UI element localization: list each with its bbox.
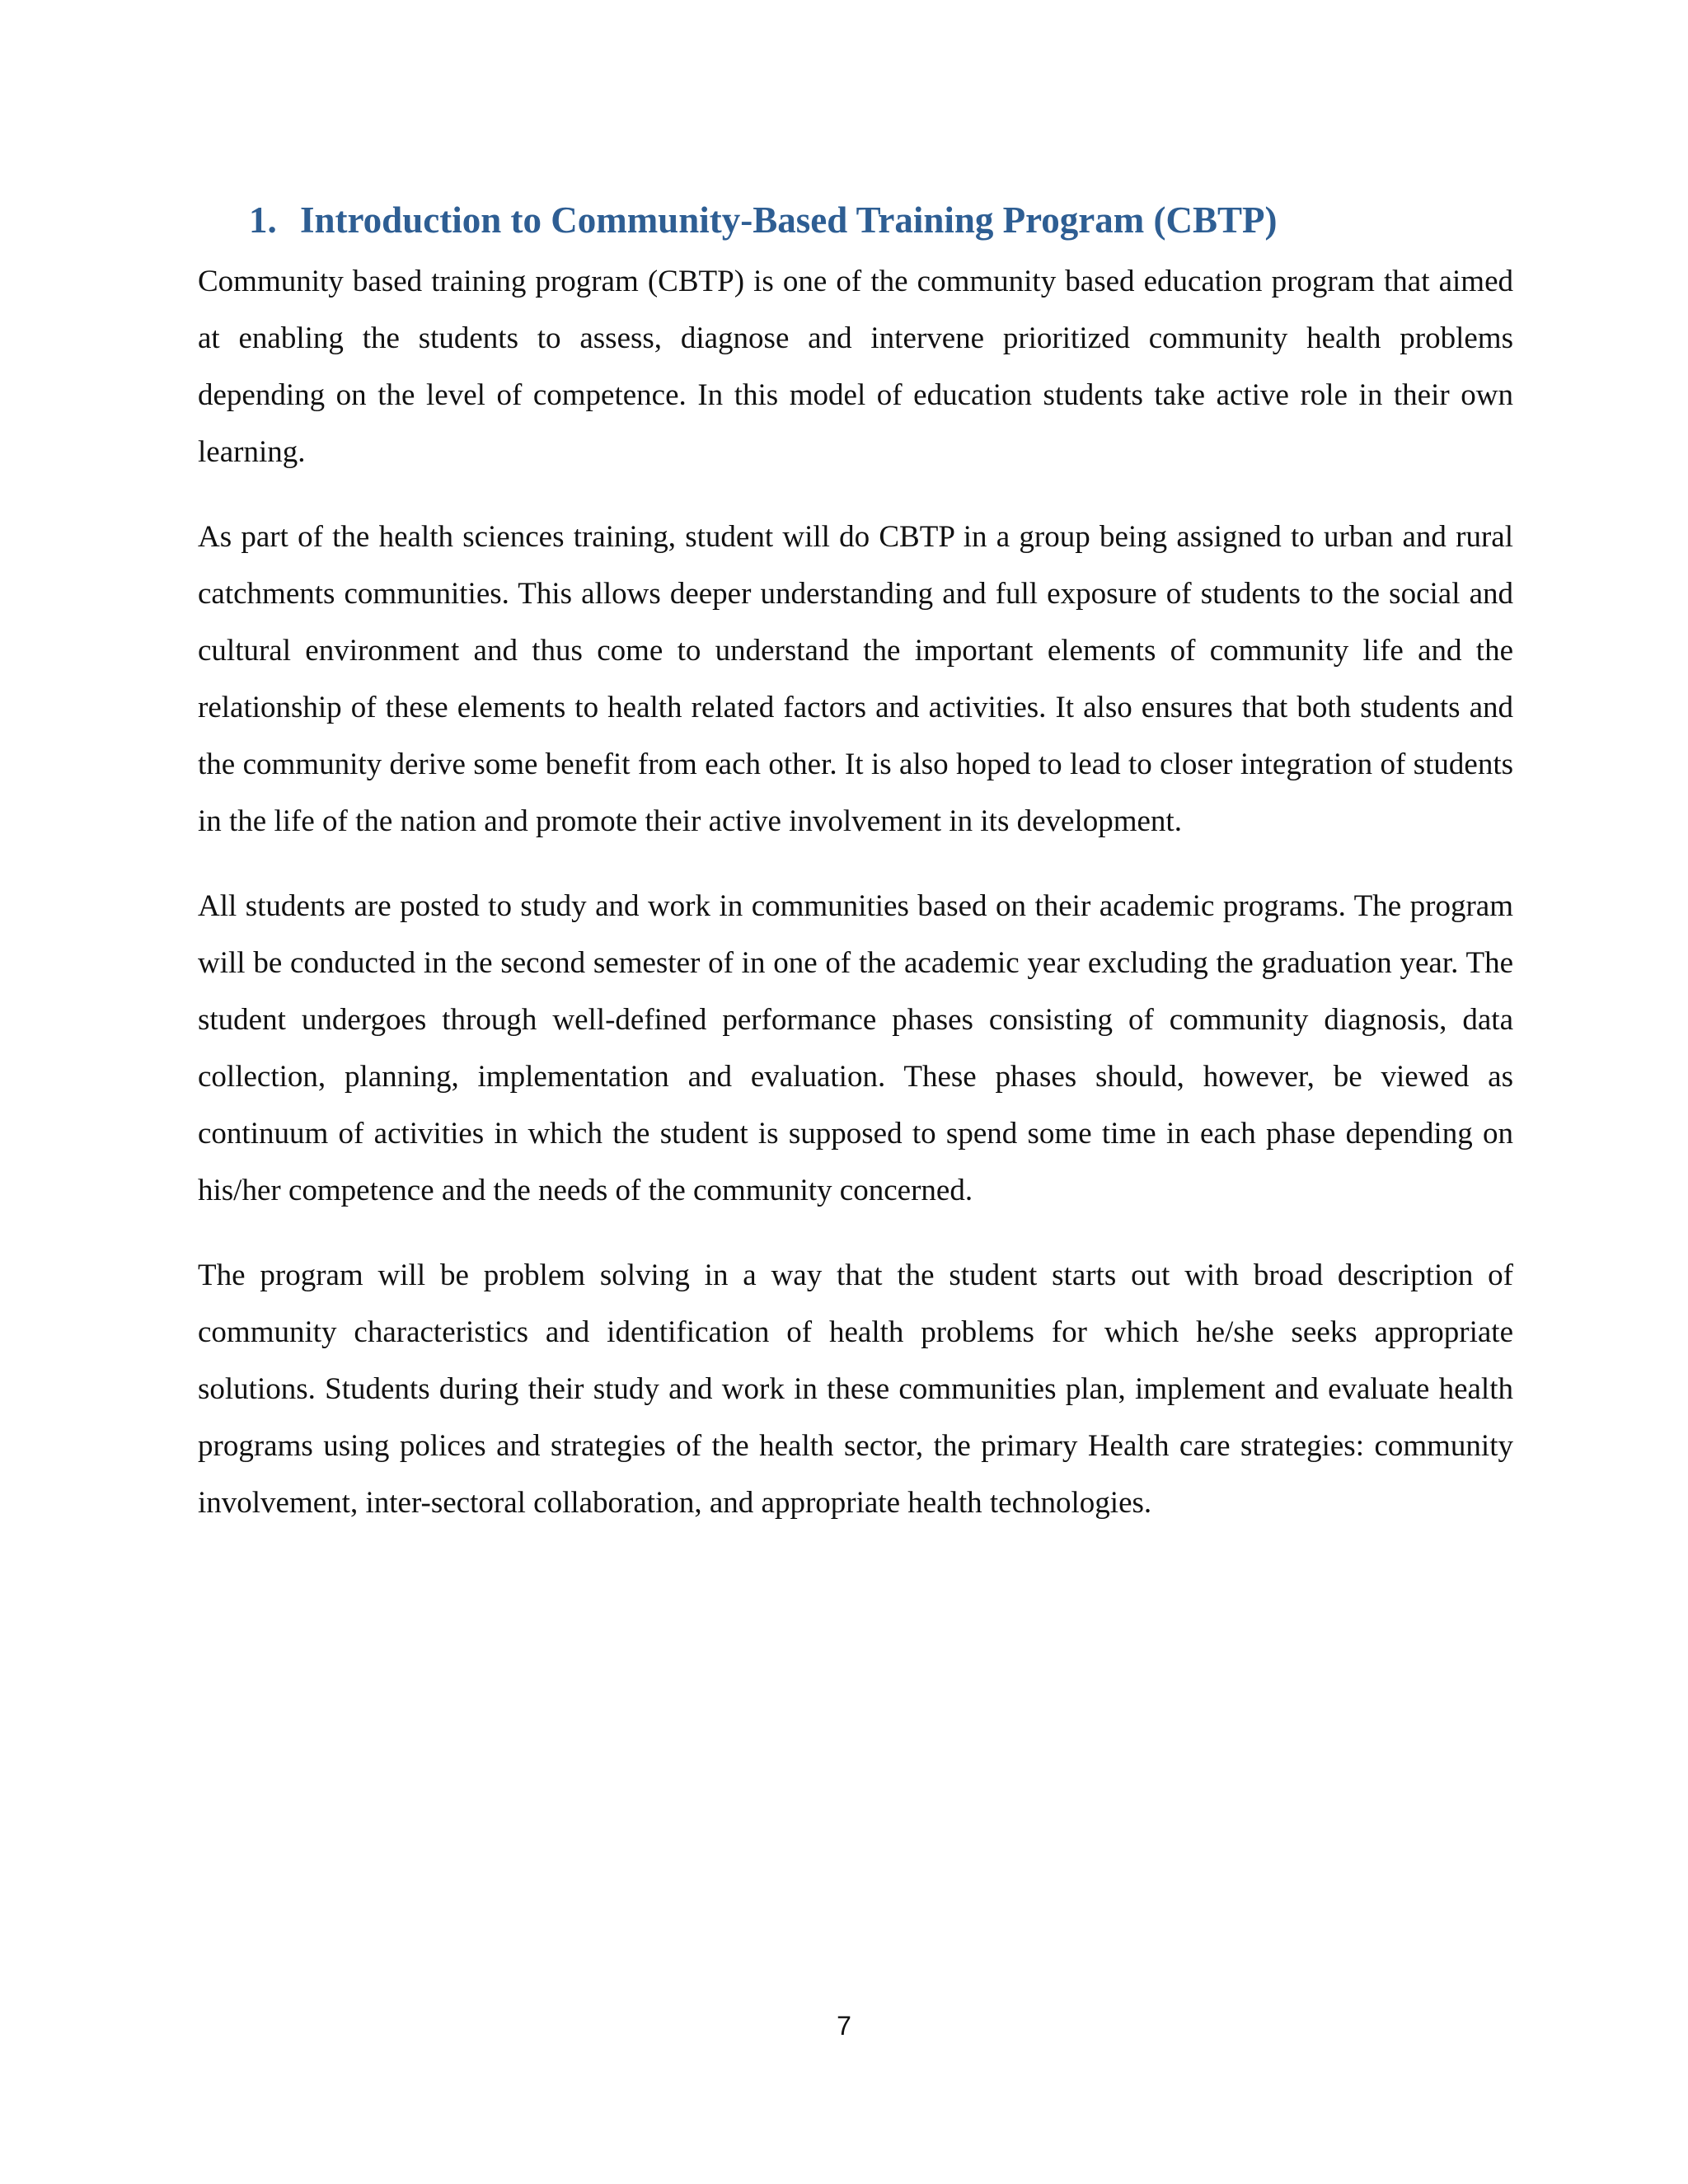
paragraph-3: All students are posted to study and work in communities based on their academic programs. The program will be conducted in the second semester of in one of the academic year excluding the graduation year. The student undergoes through well-defined performance phases consisting of community diagnosis, data collection, planning, implementation and evaluation. These phases should, however, be viewed as continuum of activities in which the student is supposed to spend some time in each phase depending on his/her competence and the needs of the community concerned. [198, 889, 1513, 1207]
paragraph-1: Community based training program (CBTP) is one of the community based education program that aimed at enabling the students to assess, diagnose and intervene prioritized community health problems depending on the level of competence. In this model of education students take active role in their own learning. [198, 265, 1513, 469]
section-heading [249, 194, 1513, 246]
section-number: 1. [249, 199, 277, 241]
paragraph-2: As part of the health sciences training, student will do CBTP in a group being assigned to urban and rural catchments communities. This allows deeper understanding and full exposure of students to the social and cultural environment and thus come to understand the important elements of community life and the relationship of these elements to health related factors and activities. It also ensures that both students and the community derive some benefit from each other. It is also hoped to lead to closer integration of students in the life of the nation and promote their active involvement in its development. [198, 520, 1513, 838]
page-content [198, 194, 1513, 1559]
page-number: 7 [837, 2011, 851, 2041]
paragraph-4: The program will be problem solving in a way that the student starts out with broad description of community characteristics and identification of health problems for which he/she seeks appropriate solutions. Students during their study and work in these communities plan, implement and evaluate health programs using polices and strategies of the health sector, the primary Health care strategies: community involvement, inter-sectoral collaboration, and appropriate health technologies. [198, 1258, 1513, 1520]
section-title: Introduction to Community-Based Training Program (CBTP) [300, 199, 1278, 241]
